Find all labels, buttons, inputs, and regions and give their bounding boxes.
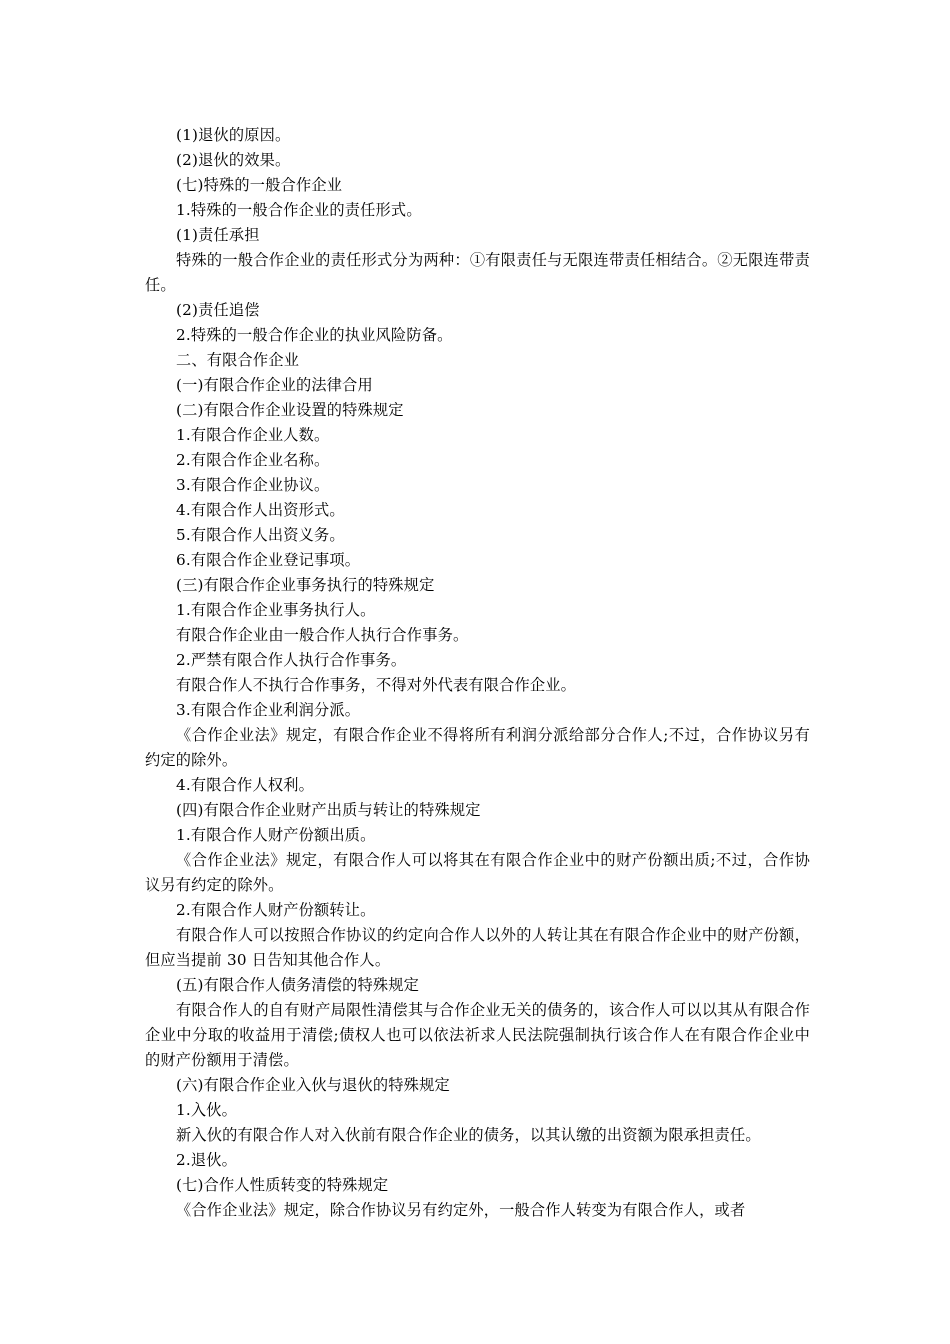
- chapter-heading: 二、有限合作企业: [176, 351, 300, 369]
- paragraph: 2.特殊的一般合作企业的执业风险防备。: [176, 326, 453, 344]
- paragraph: 1.有限合作企业事务执行人。: [176, 601, 376, 619]
- paragraph: 4.有限合作人出资形式。: [176, 501, 345, 519]
- paragraph: 2.有限合作企业名称。: [176, 451, 330, 469]
- paragraph: 特殊的一般合作企业的责任形式分为两种：①有限责任与无限连带责任相结合。②无限连带责任。: [145, 251, 810, 294]
- paragraph: (2)责任追偿: [176, 301, 260, 319]
- paragraph: 2.有限合作人财产份额转让。: [176, 901, 376, 919]
- paragraph: 4.有限合作人权利。: [176, 776, 314, 794]
- paragraph: 《合作企业法》规定，有限合作人可以将其在有限合作企业中的财产份额出质;不过，合作协议另有约定的除外。: [145, 851, 810, 894]
- paragraph: (2)退伙的效果。: [176, 151, 291, 169]
- section-heading: (二)有限合作企业设置的特殊规定: [176, 401, 404, 419]
- paragraph: 1.特殊的一般合作企业的责任形式。: [176, 201, 422, 219]
- paragraph: 《合作企业法》规定，有限合作企业不得将所有利润分派给部分合作人;不过，合作协议另有约定的除外。: [145, 726, 810, 769]
- section-heading: (一)有限合作企业的法律合用: [176, 376, 373, 394]
- paragraph: 3.有限合作企业利润分派。: [176, 701, 361, 719]
- paragraph: 5.有限合作人出资义务。: [176, 526, 345, 544]
- paragraph: 3.有限合作企业协议。: [176, 476, 330, 494]
- section-heading: (七)特殊的一般合作企业: [176, 176, 343, 194]
- paragraph: (1)退伙的原因。: [176, 126, 291, 144]
- paragraph: 2.严禁有限合作人执行合作事务。: [176, 651, 407, 669]
- paragraph: 有限合作人可以按照合作协议的约定向合作人以外的人转让其在有限合作企业中的财产份额，但应当提前 30 日告知其他合作人。: [145, 926, 810, 969]
- paragraph: 6.有限合作企业登记事项。: [176, 551, 361, 569]
- document-page: [145, 123, 810, 1223]
- paragraph: 《合作企业法》规定，除合作协议另有约定外，一般合作人转变为有限合作人，或者: [176, 1201, 746, 1219]
- paragraph: 1.入伙。: [176, 1101, 238, 1119]
- paragraph: 有限合作企业由一般合作人执行合作事务。: [176, 626, 469, 644]
- paragraph: 有限合作人的自有财产局限性清偿其与合作企业无关的债务的，该合作人可以以其从有限合作企业中分取的收益用于清偿;债权人也可以依法祈求人民法院强制执行该合作人在有限合作企业中的财产份额用于清偿。: [145, 1001, 810, 1069]
- section-heading: (七)合作人性质转变的特殊规定: [176, 1176, 389, 1194]
- paragraph: (1)责任承担: [176, 226, 260, 244]
- section-heading: (四)有限合作企业财产出质与转让的特殊规定: [176, 801, 481, 819]
- paragraph: 有限合作人不执行合作事务，不得对外代表有限合作企业。: [176, 676, 577, 694]
- paragraph: 1.有限合作人财产份额出质。: [176, 826, 376, 844]
- section-heading: (六)有限合作企业入伙与退伙的特殊规定: [176, 1076, 450, 1094]
- section-heading: (三)有限合作企业事务执行的特殊规定: [176, 576, 435, 594]
- paragraph: 1.有限合作企业人数。: [176, 426, 330, 444]
- paragraph: 2.退伙。: [176, 1151, 238, 1169]
- paragraph: 新入伙的有限合作人对入伙前有限合作企业的债务，以其认缴的出资额为限承担责任。: [176, 1126, 761, 1144]
- section-heading: (五)有限合作人债务清偿的特殊规定: [176, 976, 420, 994]
